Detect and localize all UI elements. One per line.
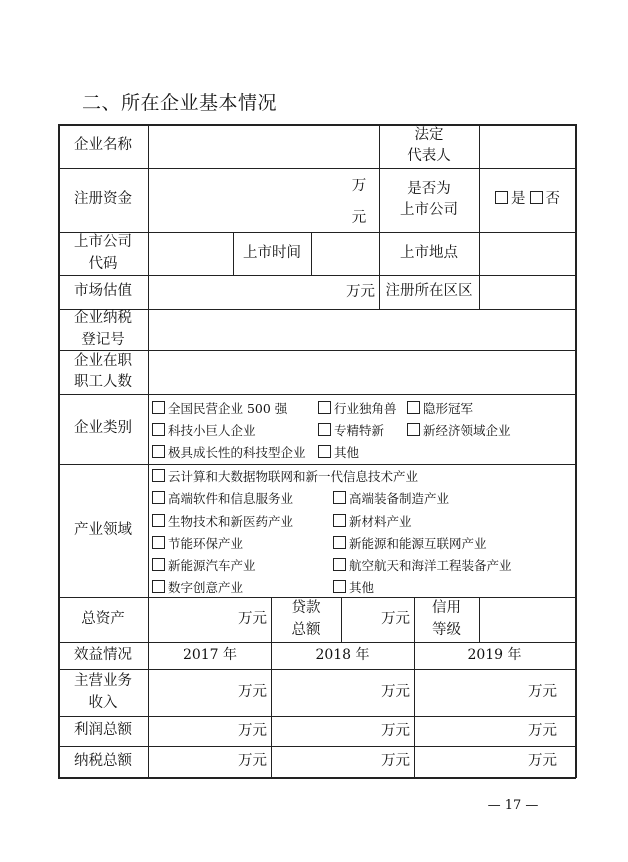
wanyuan-unit: 万元 — [346, 283, 375, 300]
industry-label: 产业领域 — [74, 521, 132, 538]
industry-option[interactable]: 数字创意产业 — [152, 578, 243, 596]
section-title: 二、所在企业基本情况 — [82, 92, 278, 114]
company-name-label: 企业名称 — [74, 137, 132, 154]
checkbox-icon[interactable] — [152, 514, 165, 527]
listing-place-label: 上市地点 — [400, 244, 458, 261]
reg-district-field[interactable] — [480, 276, 575, 309]
revenue-2018-field[interactable] — [272, 670, 414, 716]
revenue-2019-field[interactable] — [415, 670, 575, 716]
listed-no-option[interactable]: 否 — [530, 189, 561, 210]
tax-total-label: 纳税总额 — [74, 752, 132, 769]
total-assets-label: 总资产 — [81, 610, 125, 627]
wanyuan-unit: 万元 — [238, 611, 267, 628]
page-number: — 17 — — [487, 798, 539, 813]
checkbox-icon[interactable] — [152, 423, 165, 436]
yuan-unit: 元 — [351, 210, 367, 227]
checkbox-icon[interactable] — [318, 401, 331, 414]
company-type-option[interactable]: 隐形冠军 — [407, 399, 473, 417]
is-listed-label: 是否为 上市公司 — [400, 180, 458, 218]
wanyuan-unit: 万元 — [528, 722, 557, 739]
profit-2019-field[interactable] — [415, 717, 575, 746]
industry-option[interactable]: 新能源汽车产业 — [152, 556, 256, 574]
company-name-field[interactable] — [149, 125, 379, 168]
company-type-option[interactable]: 新经济领域企业 — [407, 421, 511, 439]
wanyuan-unit: 万元 — [381, 684, 410, 701]
industry-option[interactable]: 新能源和能源互联网产业 — [333, 534, 487, 552]
employees-field[interactable] — [149, 351, 575, 394]
performance-label: 效益情况 — [74, 646, 132, 663]
listed-yes-option[interactable]: 是 — [495, 189, 526, 210]
company-type-option[interactable]: 极具成长性的科技型企业 — [152, 443, 306, 461]
company-type-option[interactable]: 其他 — [318, 443, 359, 461]
market-value-field[interactable] — [149, 276, 379, 309]
listing-time-label: 上市时间 — [243, 244, 301, 261]
checkbox-icon[interactable] — [333, 514, 346, 527]
checkbox-icon[interactable] — [152, 491, 165, 504]
listing-time-field[interactable] — [312, 233, 379, 275]
checkbox-icon[interactable] — [333, 558, 346, 571]
checkbox-icon[interactable] — [407, 401, 420, 414]
profit-2017-field[interactable] — [149, 717, 271, 746]
checkbox-icon[interactable] — [333, 580, 346, 593]
industry-option[interactable]: 航空航天和海洋工程装备产业 — [333, 556, 512, 574]
legal-rep-field[interactable] — [480, 125, 575, 168]
checkbox-icon[interactable] — [152, 558, 165, 571]
company-type-option[interactable]: 全国民营企业 500 强 — [152, 399, 287, 417]
market-value-label: 市场估值 — [74, 283, 132, 300]
total-assets-field[interactable] — [149, 598, 271, 642]
checkbox-icon[interactable] — [318, 445, 331, 458]
loan-label: 贷款 总额 — [291, 600, 321, 638]
employees-label: 企业在职 职工人数 — [74, 352, 132, 390]
wanyuan-unit: 万元 — [381, 611, 410, 628]
industry-option[interactable]: 云计算和大数据物联网和新一代信息技术产业 — [152, 467, 418, 485]
tax-reg-field[interactable] — [149, 310, 575, 350]
listed-code-label: 上市公司 代码 — [74, 234, 132, 272]
listed-code-field[interactable] — [149, 233, 233, 275]
checkbox-icon[interactable] — [152, 401, 165, 414]
credit-field[interactable] — [480, 598, 575, 642]
checkbox-icon[interactable] — [333, 491, 346, 504]
registered-capital-label: 注册资金 — [74, 191, 132, 208]
reg-district-label: 注册所在区区 — [385, 283, 473, 300]
registered-capital-field[interactable] — [149, 169, 349, 232]
tax-2017-field[interactable] — [149, 747, 271, 777]
checkbox-icon[interactable] — [333, 536, 346, 549]
industry-option[interactable]: 其他 — [333, 578, 374, 596]
industry-option[interactable]: 高端装备制造产业 — [333, 489, 449, 507]
checkbox-icon[interactable] — [495, 191, 508, 204]
checkbox-icon[interactable] — [407, 423, 420, 436]
wanyuan-unit: 万元 — [381, 753, 410, 770]
wanyuan-unit: 万元 — [528, 753, 557, 770]
company-type-option[interactable]: 专精特新 — [318, 421, 384, 439]
wanyuan-unit: 万元 — [528, 684, 557, 701]
loan-field[interactable] — [342, 598, 414, 642]
tax-2018-field[interactable] — [272, 747, 414, 777]
profit-label: 利润总额 — [74, 722, 132, 739]
industry-option[interactable]: 节能环保产业 — [152, 534, 243, 552]
year-header-2017: 2017 年 — [182, 647, 238, 664]
profit-2018-field[interactable] — [272, 717, 414, 746]
checkbox-icon[interactable] — [152, 445, 165, 458]
tax-2019-field[interactable] — [415, 747, 575, 777]
wanyuan-unit: 万元 — [381, 722, 410, 739]
listing-place-field[interactable] — [480, 233, 575, 275]
company-type-label: 企业类别 — [74, 420, 132, 437]
tax-reg-label: 企业纳税 登记号 — [74, 310, 132, 348]
checkbox-icon[interactable] — [152, 536, 165, 549]
revenue-2017-field[interactable] — [149, 670, 271, 716]
company-type-option[interactable]: 科技小巨人企业 — [152, 421, 256, 439]
wanyuan-unit: 万元 — [238, 753, 267, 770]
industry-option[interactable]: 高端软件和信息服务业 — [152, 489, 293, 507]
revenue-label: 主营业务 收入 — [74, 673, 132, 711]
checkbox-icon[interactable] — [152, 469, 165, 482]
legal-rep-label: 法定 代表人 — [407, 126, 451, 164]
industry-option[interactable]: 新材料产业 — [333, 512, 412, 530]
wanyuan-unit: 万元 — [238, 722, 267, 739]
company-type-option[interactable]: 行业独角兽 — [318, 399, 397, 417]
credit-label: 信用 等级 — [432, 600, 461, 638]
wanyuan-unit: 万元 — [238, 684, 267, 701]
checkbox-icon[interactable] — [318, 423, 331, 436]
checkbox-icon[interactable] — [152, 580, 165, 593]
year-header-2018: 2018 年 — [315, 647, 370, 664]
checkbox-icon[interactable] — [530, 191, 543, 204]
year-header-2019: 2019 年 — [467, 647, 522, 664]
wan-unit: 万 — [351, 178, 367, 195]
is-listed-options — [480, 168, 575, 232]
industry-option[interactable]: 生物技术和新医药产业 — [152, 512, 293, 530]
